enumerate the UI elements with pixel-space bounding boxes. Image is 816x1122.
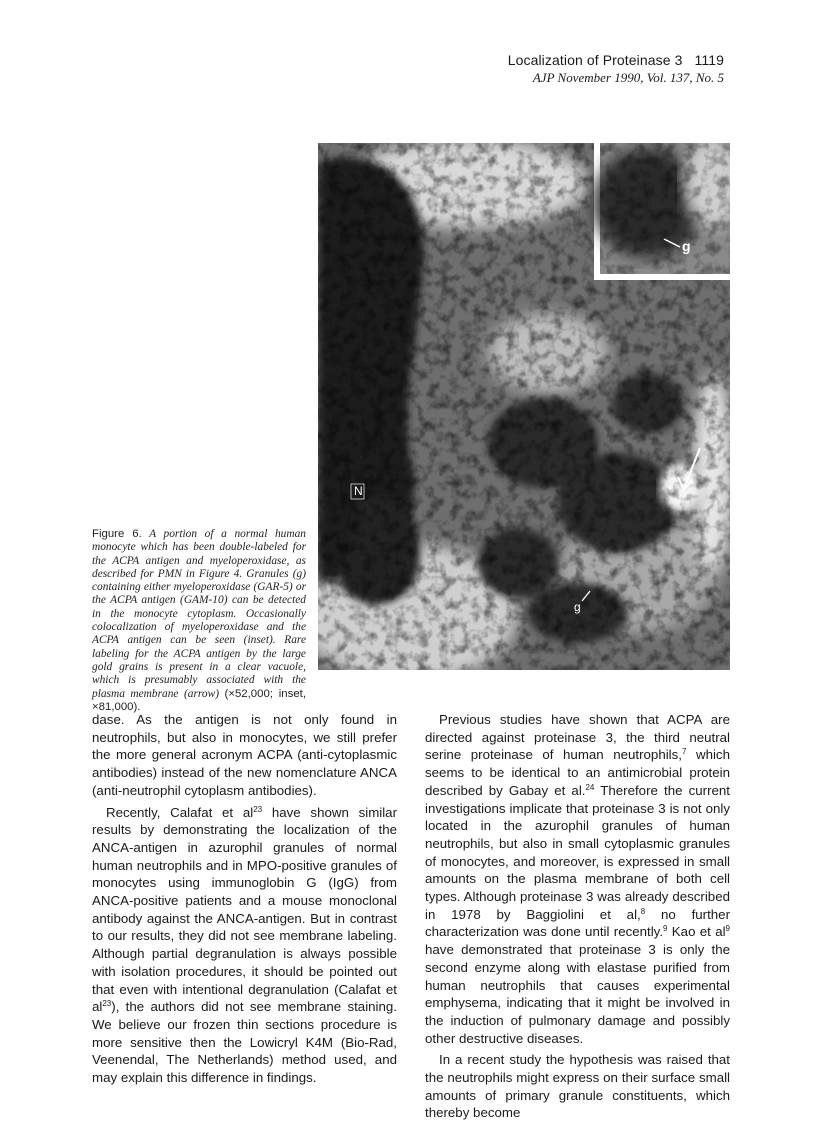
paragraph: Previous studies have shown that ACPA are directed against proteinase 3, the third neutral serine proteinase of human neutrophils,$^7$ which seems to be identical to an antimicrobial protein described by Gabay et al.$^{24}$ Therefore the current investigations implicate that proteinase 3 is not only located in the azurophil granules of human neutrophils, but also in small cytoplasmic granules of monocytes, and moreover, is expressed in small amounts on the plasma membrane of both cell types. Although proteinase 3 was already described in 1978 by Baggiolini et al,$^8$ no further characterization was done until recently.$^9$ Kao et $al^9$ have demonstrated that proteinase 3 is only the second enzyme along with elastase purified from human neutrophils that causes experimental emphysema, indicating that it might be involved in the induction of pulmonary damage and possibly other destructive diseases. (425, 712, 730, 1046)
reference: 23 (102, 999, 112, 1009)
granule-label: g (574, 600, 581, 614)
running-title: Localization of Proteinase 3 (507, 52, 683, 68)
inset-granule-label: g (682, 238, 691, 254)
paragraph: In a recent study the hypothesis was raised that the neutrophils might express on their surface small amounts of primary granule constituents, which thereby become (425, 1052, 730, 1121)
reference: 9 (725, 924, 730, 934)
left-column (92, 711, 397, 1087)
reference: 23 (253, 804, 263, 814)
caption-label: Figure 6. (92, 528, 142, 540)
micrograph-image (318, 143, 730, 670)
journal-citation: AJP November 1990, Vol. 137, No. 5 (532, 70, 724, 85)
inset-image (593, 143, 730, 274)
page-number: 1119 (694, 52, 724, 68)
reference: 8 (640, 906, 646, 916)
paragraph: dase. As the antigen is not only found in neutrophils, but also in monocytes, we still prefer the more general acronym ACPA (anti-cytoplasmic antibodies) instead of the new nomenclature ANCA (anti-neutrophil cytoplasm antibodies). (92, 712, 397, 798)
reference: 9 (663, 924, 668, 934)
paragraph: Recently, Calafat et $al^{23}$ have shown similar results by demonstrating the localization of the ANCA-antigen in azurophil granules of normal human neutrophils and in MPO-positive granules of monocytes using immunoglobin G (IgG) from ANCA-positive patients and a mouse monoclonal antibody against the ANCA-antigen. But in contrast to our results, they did not see membrane labeling. Although partial degranulation is always possible with isolation procedures, it should be pointed out that even with intentional degranulation (Calafat et $al^{23}$), the authors did not see membrane staining. We believe our frozen thin sections procedure is more sensitive then the Lowicryl K4M (Bio-Rad, Veenendal, The Netherlands) method used, and may explain this difference in findings. (92, 804, 398, 1086)
nucleus-label: N (354, 484, 363, 498)
running-header (508, 52, 724, 68)
caption-magnification: (×52,000; inset, ×81,000). (92, 687, 306, 713)
electron-micrograph (318, 143, 730, 670)
figure-caption (92, 528, 306, 714)
right-column (425, 711, 730, 1122)
reference: 24 (585, 782, 595, 792)
reference: 7 (681, 747, 687, 757)
caption-text: A portion of a normal human monocyte which has been double-labeled for the ACPA antigen and myeloperoxidase, as described for PMN in Figure 4. Granules (g) containing either myeloperoxidase (GAR-5) or the ACPA antigen (GAM-10) can be detected in the monocyte cytoplasm. Occasionally colocalization of myeloperoxidase and the ACPA antigen can be seen (inset). Rare labeling for the ACPA antigen by the large gold grains is present in a clear vacuole, which is presumably associated with the plasma membrane (arrow) (92, 528, 306, 700)
